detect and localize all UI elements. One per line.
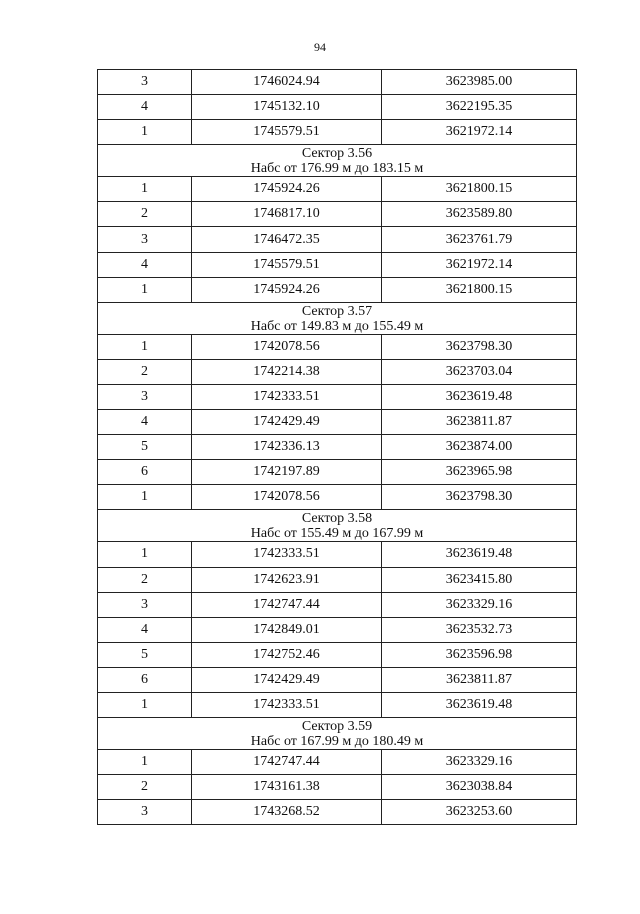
x-coordinate-cell: 1745924.26 [191,278,381,302]
x-coordinate-cell: 1742849.01 [191,618,381,642]
x-coordinate-cell: 1742747.44 [191,750,381,774]
x-coordinate-cell: 1746817.10 [191,202,381,226]
x-coordinate-cell: 1742336.13 [191,435,381,459]
point-number-cell: 3 [141,388,148,404]
sector-height-range: Набс от 155.49 м до 167.99 м [250,526,424,542]
table-row [98,94,576,119]
table-row [98,434,576,459]
table-row [98,176,576,201]
x-coordinate-cell: 1742429.49 [191,410,381,434]
table-row [98,541,576,566]
y-coordinate-cell: 3623985.00 [381,70,576,94]
x-coordinate-cell: 1742623.91 [191,568,381,592]
sector-title: Сектор 3.58 [301,511,373,527]
point-number-cell: 6 [141,464,148,480]
table-row [98,252,576,277]
x-coordinate-cell: 1742747.44 [191,593,381,617]
x-coordinate-cell: 1742197.89 [191,460,381,484]
y-coordinate-cell: 3622195.35 [381,95,576,119]
y-coordinate-cell: 3623965.98 [381,460,576,484]
sector-title: Сектор 3.57 [301,303,373,319]
table-row [98,201,576,226]
table-row [98,774,576,799]
sector-header [98,144,576,176]
table-row [98,384,576,409]
x-coordinate-cell: 1742752.46 [191,643,381,667]
y-coordinate-cell: 3623329.16 [381,750,576,774]
sector-height-range: Набс от 176.99 м до 183.15 м [250,161,424,177]
sector-header [98,302,576,334]
table-row [98,69,576,94]
point-number-cell: 4 [141,99,148,115]
x-coordinate-cell: 1742429.49 [191,668,381,692]
y-coordinate-cell: 3623415.80 [381,568,576,592]
page-number: 94 [314,40,326,54]
x-coordinate-cell: 1742333.51 [191,385,381,409]
point-number-cell: 1 [141,181,148,197]
table-row [98,799,576,824]
y-coordinate-cell: 3623798.30 [381,335,576,359]
table-row [98,749,576,774]
table-row [98,617,576,642]
point-number-cell: 3 [141,804,148,820]
x-coordinate-cell: 1742078.56 [191,485,381,509]
x-coordinate-cell: 1742333.51 [191,693,381,717]
y-coordinate-cell: 3623798.30 [381,485,576,509]
point-number-cell: 5 [141,439,148,455]
point-number-cell: 1 [141,124,148,140]
point-number-cell: 4 [141,621,148,637]
x-coordinate-cell: 1745579.51 [191,253,381,277]
y-coordinate-cell: 3621800.15 [381,177,576,201]
table-row [98,226,576,251]
x-coordinate-cell: 1746024.94 [191,70,381,94]
point-number-cell: 2 [141,206,148,222]
sector-height-range: Набс от 167.99 м до 180.49 м [250,734,424,750]
point-number-cell: 1 [141,546,148,562]
point-number-cell: 1 [141,754,148,770]
y-coordinate-cell: 3623761.79 [381,227,576,251]
y-coordinate-cell: 3623619.48 [381,693,576,717]
sector-title: Сектор 3.56 [301,146,373,162]
table-row [98,567,576,592]
sector-title: Сектор 3.59 [301,719,373,735]
table-row [98,334,576,359]
coordinates-table [97,69,577,825]
point-number-cell: 3 [141,74,148,90]
point-number-cell: 1 [141,489,148,505]
y-coordinate-cell: 3621800.15 [381,278,576,302]
x-coordinate-cell: 1745924.26 [191,177,381,201]
table-row [98,642,576,667]
point-number-cell: 5 [141,646,148,662]
table-row [98,692,576,717]
table-row [98,277,576,302]
y-coordinate-cell: 3623038.84 [381,775,576,799]
x-coordinate-cell: 1742078.56 [191,335,381,359]
point-number-cell: 1 [141,281,148,297]
y-coordinate-cell: 3621972.14 [381,253,576,277]
y-coordinate-cell: 3623811.87 [381,668,576,692]
y-coordinate-cell: 3623703.04 [381,360,576,384]
table-row [98,359,576,384]
y-coordinate-cell: 3623596.98 [381,643,576,667]
sector-height-range: Набс от 149.83 м до 155.49 м [250,318,424,334]
x-coordinate-cell: 1745579.51 [191,120,381,144]
x-coordinate-cell: 1742333.51 [191,542,381,566]
x-coordinate-cell: 1745132.10 [191,95,381,119]
y-coordinate-cell: 3623619.48 [381,385,576,409]
table-row [98,459,576,484]
table-row [98,409,576,434]
point-number-cell: 2 [141,779,148,795]
y-coordinate-cell: 3623329.16 [381,593,576,617]
y-coordinate-cell: 3623253.60 [381,800,576,824]
table-row [98,484,576,509]
point-number-cell: 2 [141,363,148,379]
y-coordinate-cell: 3623589.80 [381,202,576,226]
x-coordinate-cell: 1743268.52 [191,800,381,824]
sector-header [98,509,576,541]
point-number-cell: 4 [141,256,148,272]
x-coordinate-cell: 1746472.35 [191,227,381,251]
table-row [98,592,576,617]
x-coordinate-cell: 1742214.38 [191,360,381,384]
table-row [98,119,576,144]
point-number-cell: 6 [141,671,148,687]
point-number-cell: 3 [141,596,148,612]
point-number-cell: 1 [141,697,148,713]
y-coordinate-cell: 3623619.48 [381,542,576,566]
point-number-cell: 1 [141,338,148,354]
y-coordinate-cell: 3623874.00 [381,435,576,459]
x-coordinate-cell: 1743161.38 [191,775,381,799]
y-coordinate-cell: 3621972.14 [381,120,576,144]
point-number-cell: 2 [141,571,148,587]
y-coordinate-cell: 3623532.73 [381,618,576,642]
table-row [98,667,576,692]
point-number-cell: 3 [141,231,148,247]
sector-header [98,717,576,749]
point-number-cell: 4 [141,414,148,430]
y-coordinate-cell: 3623811.87 [381,410,576,434]
